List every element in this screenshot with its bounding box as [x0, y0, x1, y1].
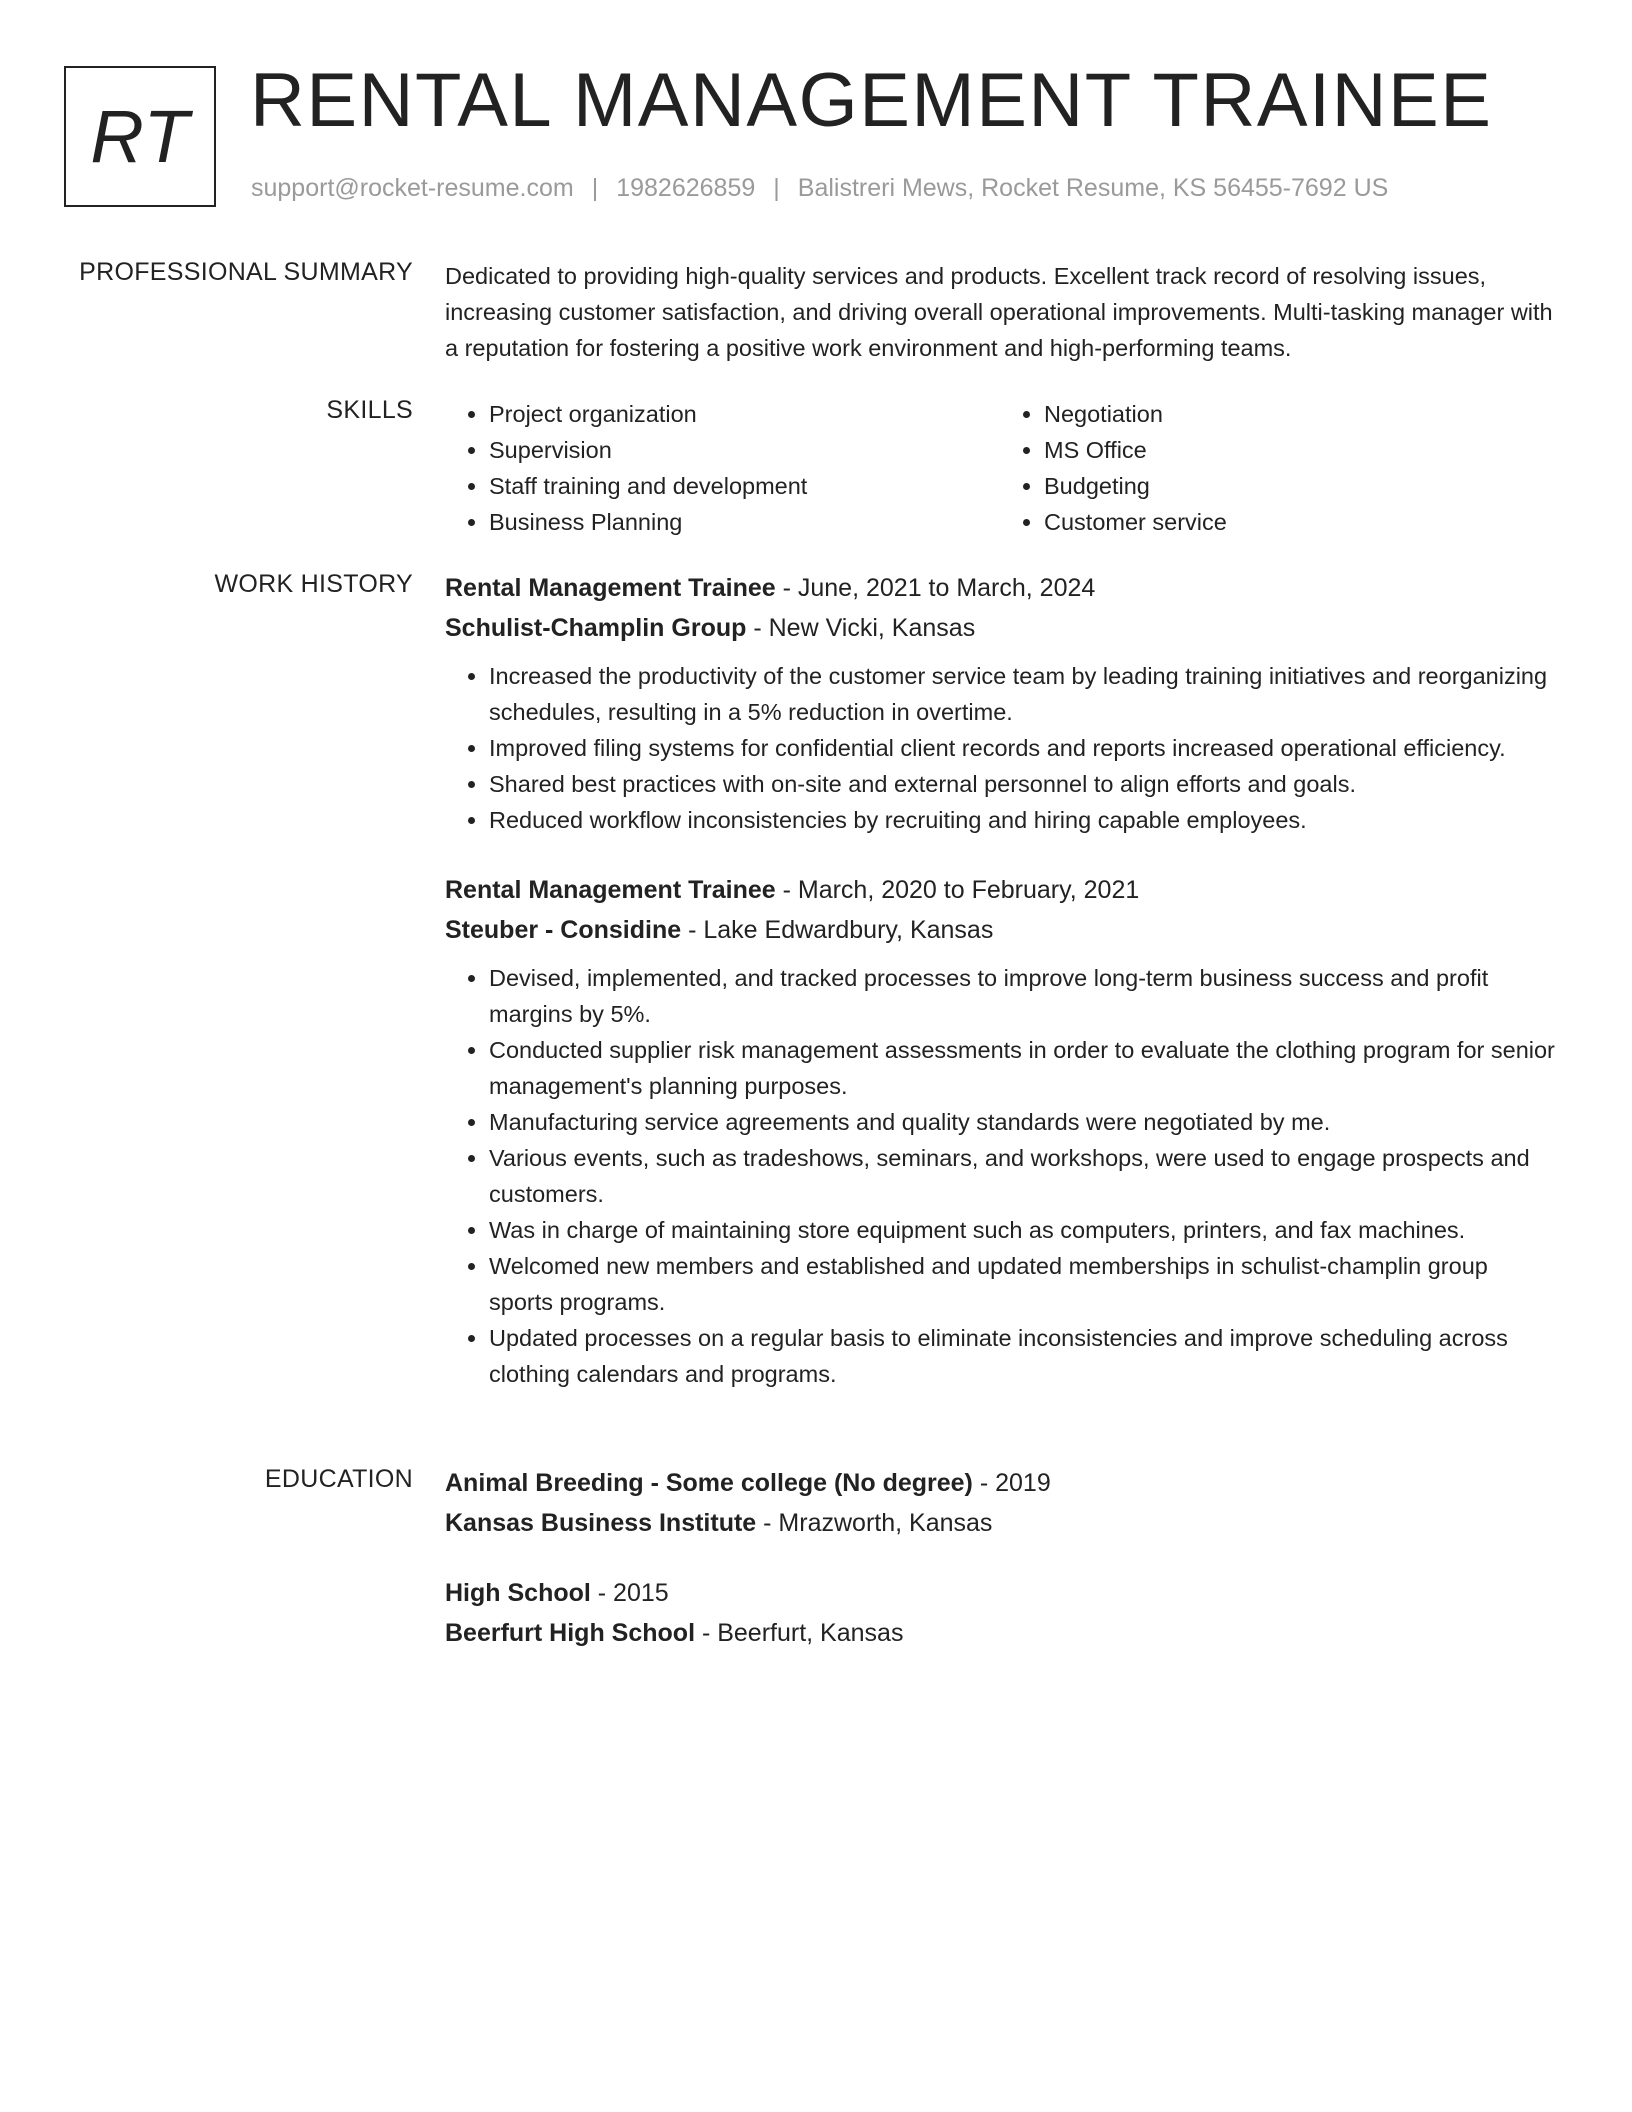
school-location: - Beerfurt, Kansas	[695, 1619, 904, 1647]
job-bullet: • Improved filing systems for confidential client records and reports increased operational efficiency.	[489, 730, 1555, 766]
job-bullets	[445, 658, 1555, 838]
summary-text: Dedicated to providing high-quality services and products. Excellent track record of resolving issues, increasing customer satisfaction, and driving overall operational improvements. Multi-tasking manager with a reputation for fostering a positive work environment and high-performing teams.	[445, 263, 1553, 361]
job-company-line	[445, 910, 1555, 950]
contact-email[interactable]: support@rocket-resume.com	[251, 174, 574, 202]
job-dates: - March, 2020 to February, 2021	[775, 876, 1140, 904]
job-company: Steuber - Considine	[445, 916, 682, 944]
job-company-line	[445, 608, 1555, 648]
education-entry	[445, 1463, 1555, 1543]
skill-item: • Staff training and development	[489, 468, 1000, 504]
job-bullet: • Conducted supplier risk management assessments in order to evaluate the clothing program for senior management's planning purposes.	[489, 1032, 1555, 1104]
job-title-line	[445, 870, 1555, 910]
job-bullet: • Shared best practices with on-site and external personnel to align efforts and goals.	[489, 766, 1555, 802]
degree-line	[445, 1463, 1555, 1503]
job-title: Rental Management Trainee	[445, 876, 776, 904]
job-title: Rental Management Trainee	[445, 574, 776, 602]
education-entry	[445, 1573, 1555, 1653]
degree: Animal Breeding - Some college (No degree)	[445, 1469, 973, 1497]
skill-item: • Negotiation	[1044, 396, 1555, 432]
skill-item: • Project organization	[489, 396, 1000, 432]
degree: High School	[445, 1579, 591, 1607]
contact-phone[interactable]: 1982626859	[616, 174, 756, 202]
school-line	[445, 1613, 1555, 1653]
school: Kansas Business Institute	[445, 1509, 757, 1537]
skills-heading: SKILLS	[326, 396, 413, 424]
job-title-line	[445, 568, 1555, 608]
skill-item: • MS Office	[1044, 432, 1555, 468]
skill-item: • Customer service	[1044, 504, 1555, 540]
contact-line	[251, 174, 1388, 203]
contact-address: Balistreri Mews, Rocket Resume, KS 56455-7692 US	[797, 174, 1389, 202]
degree-year: - 2019	[972, 1469, 1051, 1497]
job-location: - New Vicki, Kansas	[746, 614, 976, 642]
job-bullet: • Was in charge of maintaining store equipment such as computers, printers, and fax machines.	[489, 1212, 1555, 1248]
job-bullet: • Reduced workflow inconsistencies by recruiting and hiring capable employees.	[489, 802, 1555, 838]
summary-heading: PROFESSIONAL SUMMARY	[79, 258, 413, 286]
work-history-heading: WORK HISTORY	[214, 570, 413, 598]
skills-list-left	[445, 396, 1000, 540]
job-dates: - June, 2021 to March, 2024	[775, 574, 1096, 602]
job-bullet: • Updated processes on a regular basis to eliminate inconsistencies and improve scheduling across clothing calendars and programs.	[489, 1320, 1555, 1392]
school-line	[445, 1503, 1555, 1543]
job-location: - Lake Edwardbury, Kansas	[681, 916, 994, 944]
education-heading: EDUCATION	[264, 1465, 413, 1493]
school-location: - Mrazworth, Kansas	[756, 1509, 993, 1537]
skill-item: • Business Planning	[489, 504, 1000, 540]
degree-line	[445, 1573, 1555, 1613]
skill-item: • Supervision	[489, 432, 1000, 468]
monogram-logo: RT	[64, 66, 216, 207]
degree-year: - 2015	[590, 1579, 669, 1607]
job-bullet: • Welcomed new members and established and updated memberships in schulist-champlin group sports programs.	[489, 1248, 1555, 1320]
job-bullets	[445, 960, 1555, 1392]
contact-separator: |	[591, 174, 599, 202]
skills-list-right	[1000, 396, 1555, 540]
job-bullet: • Various events, such as tradeshows, seminars, and workshops, were used to engage prospects and customers.	[489, 1140, 1555, 1212]
job-company: Schulist-Champlin Group	[445, 614, 747, 642]
page-title: RENTAL MANAGEMENT TRAINEE	[250, 58, 1493, 143]
contact-separator: |	[773, 174, 780, 202]
job-entry	[445, 870, 1555, 1392]
job-entry	[445, 568, 1555, 838]
job-bullet: • Manufacturing service agreements and quality standards were negotiated by me.	[489, 1104, 1555, 1140]
job-bullet: • Devised, implemented, and tracked processes to improve long-term business success and profit margins by 5%.	[489, 960, 1555, 1032]
job-bullet: • Increased the productivity of the customer service team by leading training initiatives and reorganizing schedules, resulting in a 5% reduction in overtime.	[489, 658, 1555, 730]
school: Beerfurt High School	[445, 1619, 696, 1647]
skill-item: • Budgeting	[1044, 468, 1555, 504]
